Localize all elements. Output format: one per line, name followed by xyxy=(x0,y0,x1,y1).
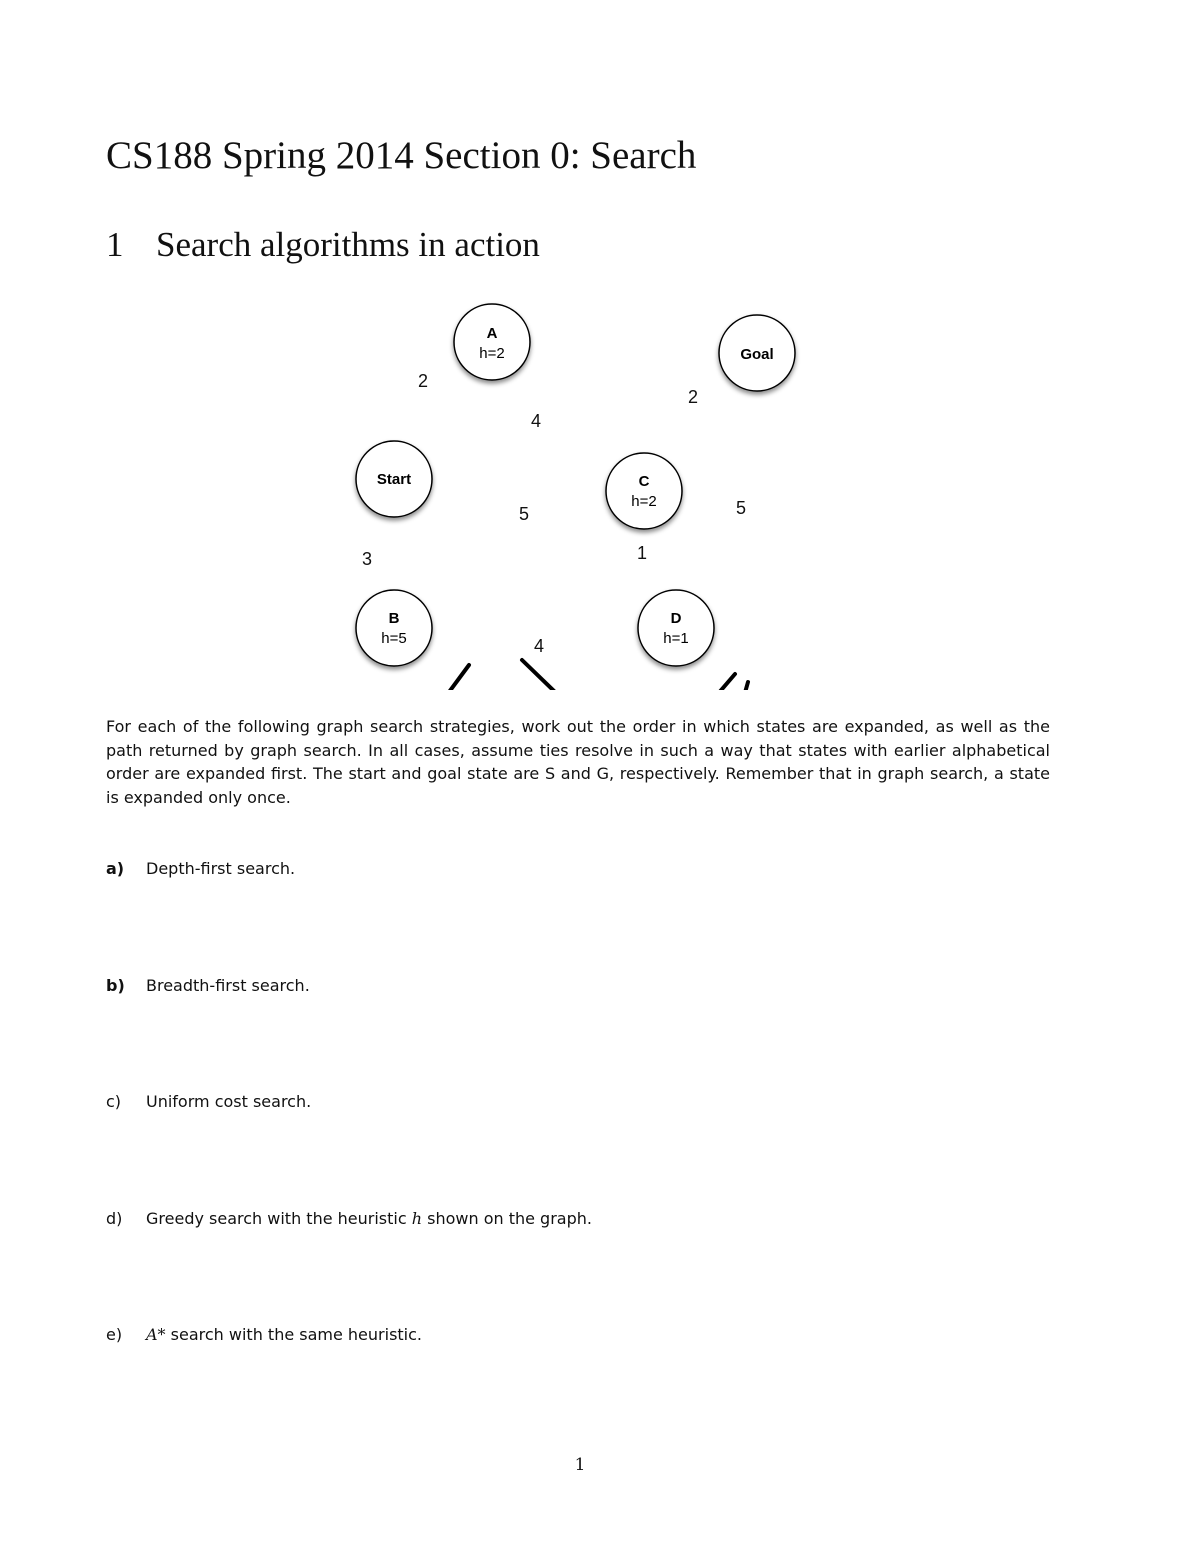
node-goal xyxy=(719,315,795,391)
question-d-heuristic-symbol: h xyxy=(411,1209,423,1228)
node-a-heuristic: h=2 xyxy=(479,345,505,362)
question-b-text: Breadth-first search. xyxy=(146,976,310,995)
node-goal-label: Goal xyxy=(740,346,774,363)
question-d xyxy=(106,1208,592,1230)
node-start xyxy=(356,441,432,517)
edge-label-b-d: 4 xyxy=(533,636,545,656)
question-c-letter: c) xyxy=(106,1092,122,1111)
edge-a-c xyxy=(522,660,615,690)
search-graph xyxy=(0,290,1200,690)
page-title: CS188 Spring 2014 Section 0: Search xyxy=(106,134,697,177)
node-c-heuristic: h=2 xyxy=(631,493,657,510)
node-d-heuristic: h=1 xyxy=(663,630,689,647)
edge-label-start-d: 5 xyxy=(518,504,530,524)
node-d xyxy=(638,590,714,666)
question-c-text: Uniform cost search. xyxy=(146,1092,312,1111)
question-a-text: Depth-first search. xyxy=(146,859,296,878)
section-heading xyxy=(106,223,540,267)
edge-label-c-d: 1 xyxy=(636,543,648,563)
edge-label-start-b: 3 xyxy=(361,549,373,569)
intro-paragraph: For each of the following graph search strategies, work out the order in which states are expanded, as well as the path returned by graph search. In all cases, assume ties resolve in such a way that states with earlier alphabetical order are expanded first. The start and goal state are S and G, respectively. Remember that in graph search, a state is expanded only once. xyxy=(106,717,1050,807)
edge-d-goal xyxy=(691,682,748,690)
question-e-letter: e) xyxy=(106,1325,123,1344)
node-start-label: Start xyxy=(376,471,412,488)
edge-label-d-goal: 5 xyxy=(735,498,747,518)
edge-label-start-a: 2 xyxy=(417,371,429,391)
question-d-letter: d) xyxy=(106,1209,123,1228)
edge-label-c-goal: 2 xyxy=(687,387,699,407)
question-e xyxy=(106,1324,422,1346)
question-e-text: search with the same heuristic. xyxy=(165,1325,422,1344)
section-title: Search algorithms in action xyxy=(156,225,540,264)
question-b xyxy=(106,975,310,997)
section-number: 1 xyxy=(106,225,124,264)
question-b-letter: b) xyxy=(106,976,125,995)
question-e-astar: A* xyxy=(146,1325,166,1344)
node-b xyxy=(356,590,432,666)
edge-label-a-c: 4 xyxy=(530,411,542,431)
edge-start-a xyxy=(418,665,469,690)
question-d-text-pre: Greedy search with the heuristic xyxy=(146,1209,412,1228)
node-b-heuristic: h=5 xyxy=(381,630,407,647)
question-a xyxy=(106,858,295,880)
node-c xyxy=(606,453,682,529)
question-a-letter: a) xyxy=(106,859,125,878)
question-d-text-post: shown on the graph. xyxy=(422,1209,592,1228)
node-a xyxy=(454,304,530,380)
question-c xyxy=(106,1091,311,1113)
node-d-label: D xyxy=(670,610,682,627)
edge-c-goal xyxy=(668,674,735,690)
node-c-label: C xyxy=(638,473,650,490)
node-b-label: B xyxy=(388,610,400,627)
node-a-label: A xyxy=(486,325,498,342)
page-number: 1 xyxy=(574,1455,586,1475)
